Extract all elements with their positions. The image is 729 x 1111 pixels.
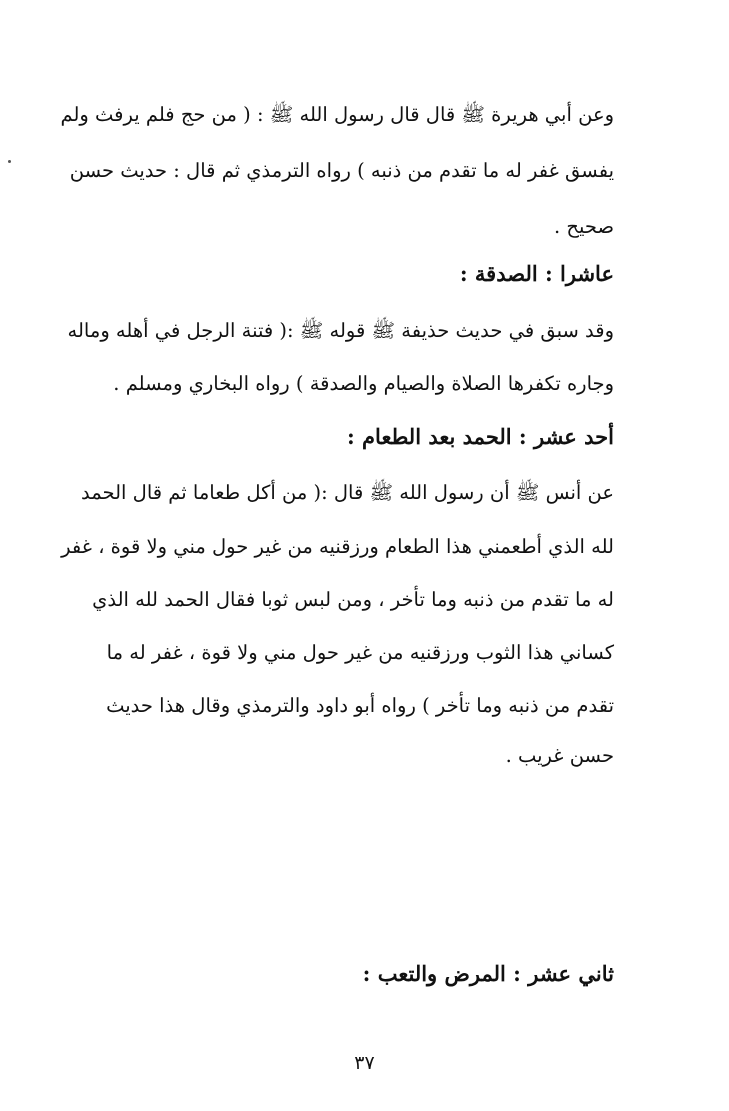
section-heading-praise-after-food: أحد عشر : الحمد بعد الطعام : <box>346 424 614 449</box>
text-line: وعن أبي هريرة ﷺ قال قال رسول الله ﷺ : ( من حج فلم يرفث ولم <box>60 103 614 126</box>
section-heading-charity: عاشرا : الصدقة : <box>459 261 614 286</box>
text-line: يفسق غفر له ما تقدم من ذنبه ) رواه الترمذي ثم قال : حديث حسن <box>69 159 614 182</box>
text-line: كساني هذا الثوب ورزقنيه من غير حول مني ولا قوة ، غفر له ما <box>106 641 614 664</box>
text-line: له ما تقدم من ذنبه وما تأخر ، ومن لبس ثوبا فقال الحمد لله الذي <box>92 588 614 611</box>
text-line: حسن غريب . <box>505 744 614 767</box>
text-line: تقدم من ذنبه وما تأخر ) رواه أبو داود والترمذي وقال هذا حديث <box>106 694 614 717</box>
text-line: وجاره تكفرها الصلاة والصيام والصدقة ) رواه البخاري ومسلم . <box>113 372 614 395</box>
text-line: عن أنس ﷺ أن رسول الله ﷺ قال :( من أكل طعاما ثم قال الحمد <box>81 481 614 504</box>
section-heading-illness-fatigue: ثاني عشر : المرض والتعب : <box>362 961 614 986</box>
scan-speck <box>8 160 11 163</box>
text-line: لله الذي أطعمني هذا الطعام ورزقنيه من غير حول مني ولا قوة ، غفر <box>61 535 614 558</box>
text-line: وقد سبق في حديث حذيفة ﷺ قوله ﷺ :( فتنة الرجل في أهله وماله <box>67 319 614 342</box>
text-line: صحيح . <box>553 215 614 238</box>
page-number: ٣٧ <box>354 1052 375 1074</box>
